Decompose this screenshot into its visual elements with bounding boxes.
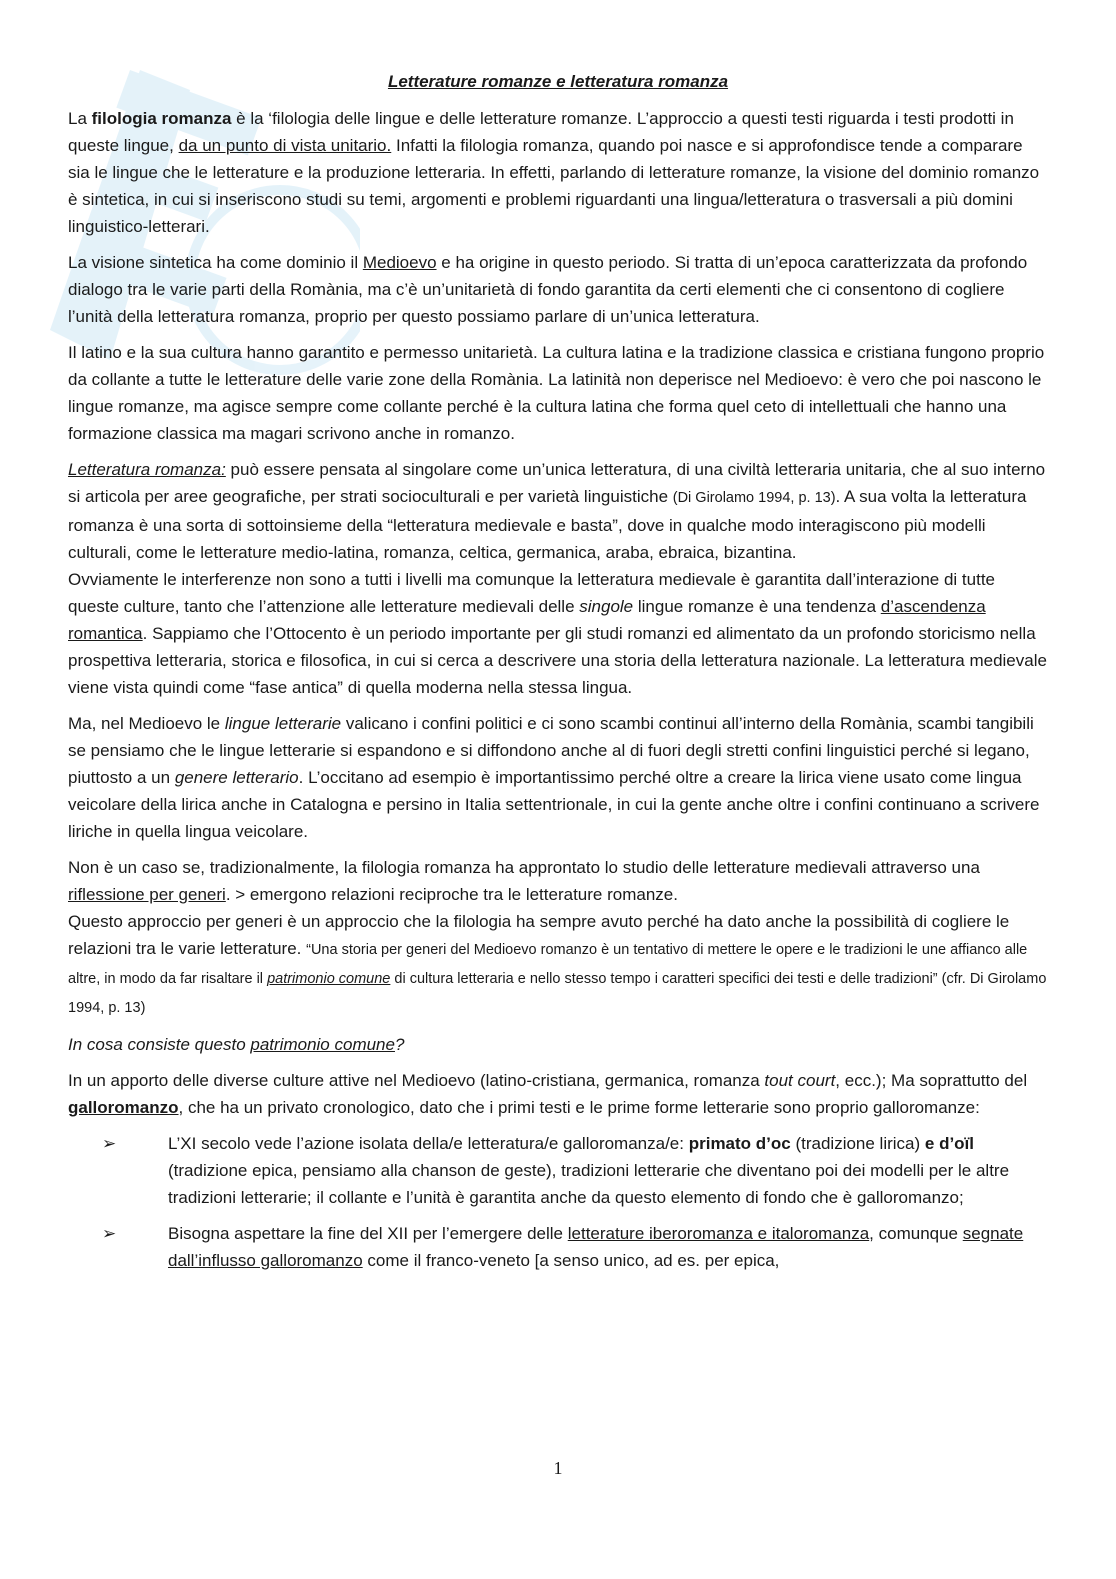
arrow-bullet-icon: ➢ [102, 1134, 117, 1153]
text-run: (tradizione lirica) [790, 1134, 925, 1153]
text-run: In un apporto delle diverse culture attive nel Medioevo (latino-cristiana, germanica, romanza [68, 1071, 765, 1090]
underlined-phrase: segnate dall’influsso galloromanzo [168, 1224, 1024, 1270]
italic-term: tout court [764, 1071, 836, 1090]
text-run: Ma, nel Medioevo le [68, 714, 225, 733]
text-run: come il franco-veneto [a senso unico, ad es. per epica, [362, 1251, 780, 1270]
underlined-phrase: d’ascendenza romantica [68, 597, 986, 643]
text-run: . > emergono relazioni reciproche tra le letterature romanze. [225, 885, 678, 904]
underlined-phrase: da un punto di vista unitario. [178, 136, 392, 155]
paragraph-7 [68, 1031, 1048, 1058]
list-item [68, 1220, 1048, 1274]
text-run: L’XI secolo vede l’azione isolata della/e letteratura/e galloromanza/e: [168, 1134, 689, 1153]
bold-term: filologia romanza [91, 109, 232, 128]
text-run: Bisogna aspettare la fine del XII per l’emergere delle [168, 1224, 568, 1243]
text-run: ? [394, 1035, 405, 1054]
text-run: , comunque [869, 1224, 963, 1243]
bullet-list [68, 1130, 1048, 1274]
text-run: . A sua volta la letteratura romanza è una sorta di sottoinsieme della “letteratura medievale e basta”, dove in qualche modo interagiscono più modelli culturali, come le letterature medio-latina, romanza, celtica, germanica, araba, ebraica, bizantina. [68, 487, 1027, 562]
bold-term: e d’oïl [924, 1134, 975, 1153]
text-run: “Una storia per generi del Medioevo romanzo è un tentativo di mettere le opere e le tradizioni le une affianco alle altre, in modo da far risaltare il [68, 942, 1028, 987]
underlined-phrase: riflessione per generi [68, 885, 226, 904]
underlined-phrase: patrimonio comune [250, 1035, 395, 1054]
document-body [68, 68, 1048, 1283]
text-run: è la ‘filologia delle lingue e delle letterature romanze. L’approccio a questi testi riguarda i testi prodotti in queste lingue, [68, 109, 1014, 155]
citation: (Di Girolamo 1994, p. 13) [672, 490, 836, 506]
text-run: . Sappiamo che l’Ottocento è un periodo importante per gli studi romanzi ed alimentato da un profondo storicismo nella prospettiva letteraria, storica e filosofica, in cui si cerca a descrivere una storia della letteratura nazionale. La letteratura medievale viene vista quindi come “fase antica” di quella moderna nella stessa lingua. [68, 624, 1047, 697]
text-run: di cultura letteraria e nello stesso tempo i caratteri specifici dei testi e delle tradizioni” (cfr. Di Girolamo 1994, p. 13) [68, 971, 1047, 1016]
bold-underlined-term: galloromanzo [68, 1098, 179, 1117]
paragraph-2 [68, 249, 1048, 330]
text-run: Non è un caso se, tradizionalmente, la filologia romanza ha approntato lo studio delle letterature medievali attraverso una [68, 858, 980, 877]
text-run: Questo approccio per generi è un approccio che la filologia ha sempre avuto perché ha dato anche la possibilità di cogliere le relazioni tra le varie letterature. [68, 912, 1010, 958]
paragraph-6 [68, 854, 1048, 1022]
document-title: Letterature romanze e letteratura romanza [387, 72, 729, 91]
bold-term: primato d’oc [688, 1134, 791, 1153]
text-run: , ecc.); Ma soprattutto del [835, 1071, 1028, 1090]
text-run: La visione sintetica ha come dominio il [68, 253, 363, 272]
paragraph-1 [68, 105, 1048, 240]
text-run: La [68, 109, 92, 128]
italic-term: singole [579, 597, 634, 616]
list-item [68, 1130, 1048, 1211]
underlined-phrase: Medioevo [362, 253, 437, 272]
paragraph-5 [68, 710, 1048, 845]
text-run: e ha origine in questo periodo. Si tratta di un’epoca caratterizzata da profondo dialogo tra le varie parti della Romània, ma c’è un’unitarietà di fondo garantita da certi elementi che ci consentono di cogliere l’unità della letteratura romanza, proprio per questo possiamo parlare di un’unica letteratura. [68, 253, 1028, 326]
text-run: , che ha un privato cronologico, dato che i primi testi e le prime forme letterarie sono proprio galloromanze: [178, 1098, 980, 1117]
italic-underlined-term: Letteratura romanza: [68, 460, 226, 479]
text-run: può essere pensata al singolare come un’unica letteratura, di una civiltà letteraria unitaria, che al suo interno si articola per aree geografiche, per strati socioculturali e per varietà linguistiche [68, 460, 1046, 506]
paragraph-8 [68, 1067, 1048, 1121]
italic-term: genere letterario [174, 768, 299, 787]
text-run: In cosa consiste questo [68, 1035, 251, 1054]
page-number: 1 [553, 1458, 563, 1478]
arrow-bullet-icon: ➢ [102, 1224, 117, 1243]
text-run: (tradizione epica, pensiamo alla chanson de geste), tradizioni letterarie che diventano poi dei modelli per le altre tradizioni letterarie; il collante e l’unità è garantita anche da questo elemento di fondo che è galloromanzo; [168, 1161, 1010, 1207]
paragraph-4 [68, 456, 1048, 701]
paragraph-3: Il latino e la sua cultura hanno garantito e permesso unitarietà. La cultura latina e la tradizione classica e cristiana fungono proprio da collante a tutte le letterature delle varie zone della Romània. La latinità non deperisce nel Medioevo: è vero che poi nascono le lingue romanze, ma agisce sempre come collante perché è la cultura latina che forma quel ceto di intellettuali che hanno una formazione classica ma magari scrivono anche in romanzo. [68, 343, 1045, 443]
underlined-phrase: letterature iberoromanza e italoromanza [567, 1224, 870, 1243]
text-run: Ovviamente le interferenze non sono a tutti i livelli ma comunque la letteratura medievale è garantita dall’interazione di tutte queste culture, tanto che l’attenzione alle letterature medievali delle [68, 570, 996, 616]
italic-underlined-term: patrimonio comune [267, 971, 391, 987]
italic-term: lingue letterarie [224, 714, 342, 733]
text-run: valicano i confini politici e ci sono scambi continui all’interno della Romània, scambi tangibili se pensiamo che le lingue letterarie si espandono e si diffondono anche al di fuori degli stretti confini linguistici perché si legano, piuttosto a un [68, 714, 1034, 787]
text-run: lingue romanze è una tendenza [633, 597, 881, 616]
text-run: Infatti la filologia romanza, quando poi nasce e si approfondisce tende a comparare sia le lingue che le letterature e la produzione letteraria. In effetti, parlando di letterature romanze, la visione del dominio romanzo è sintetica, in cui si inseriscono studi su temi, argomenti e problemi riguardanti una lingua/letteratura o trasversali a più domini linguistico-letterari. [68, 136, 1040, 236]
text-run: . L’occitano ad esempio è importantissimo perché oltre a creare la lirica viene usato come lingua veicolare della lirica anche in Catalogna e persino in Italia settentrionale, in cui la gente anche oltre i confini continuano a scrivere liriche in quella lingua veicolare. [68, 768, 1040, 841]
